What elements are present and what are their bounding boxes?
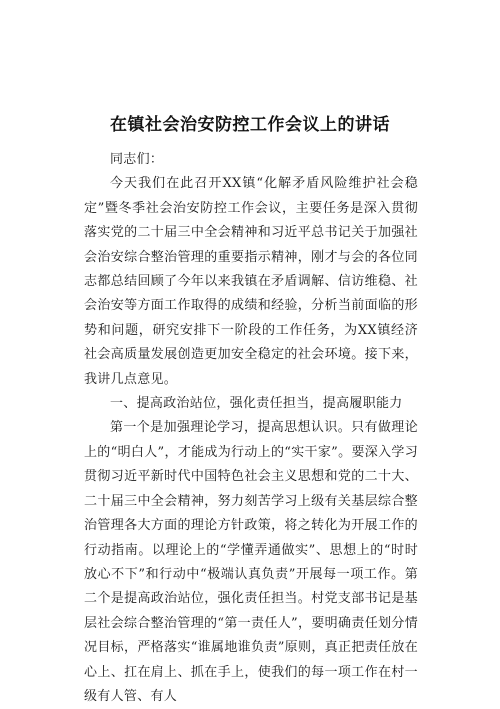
- opening-paragraph: 今天我们在此召开XX镇“化解矛盾风险维护社会稳定”暨冬季社会治安防控工作会议，主要任务是深入贯彻落实党的二十届三中全会精神和习近平总书记关于加强社会治安综合整治管理的重要指示精神，刚才与会的各位同志都总结回顾了今年以来我镇在矛盾调解、信访维稳、社会治安等方面工作取得的成绩和经验，分析当前面临的形势和问题，研究安排下一阶段的工作任务，为XX镇经济社会高质量发展创造更加安全稳定的社会环境。接下来，我讲几点意见。: [84, 176, 418, 387]
- document-title: 在镇社会治安防控工作会议上的讲话: [110, 115, 390, 135]
- document-body: [84, 148, 418, 709]
- salutation: 同志们：: [110, 152, 164, 167]
- section-paragraph: 第一个是加强理论学习，提高思想认识。只有做理论上的“明白人”，才能成为行动上的“实干家”。要深入学习贯彻习近平新时代中国特色社会主义思想和党的二十大、二十届三中全会精神，努力刻苦学习上级有关基层综合整治管理各大方面的理论方针政策，将之转化为开展工作的行动指南。以理论上的“学懂弄通做实”、思想上的“时时放心不下”和行动中“极端认真负责”开展每一项工作。第二个是提高政治站位，强化责任担当。村党支部书记是基层社会综合整治管理的“第一责任人”，要明确责任划分情况目标，严格落实“谁属地谁负责”原则，真正把责任放在心上、扛在肩上、抓在手上，使我们的每一项工作在村一级有人管、有人: [84, 420, 418, 704]
- section-heading: 一、提高政治站位，强化责任担当，提高履职能力: [110, 396, 403, 412]
